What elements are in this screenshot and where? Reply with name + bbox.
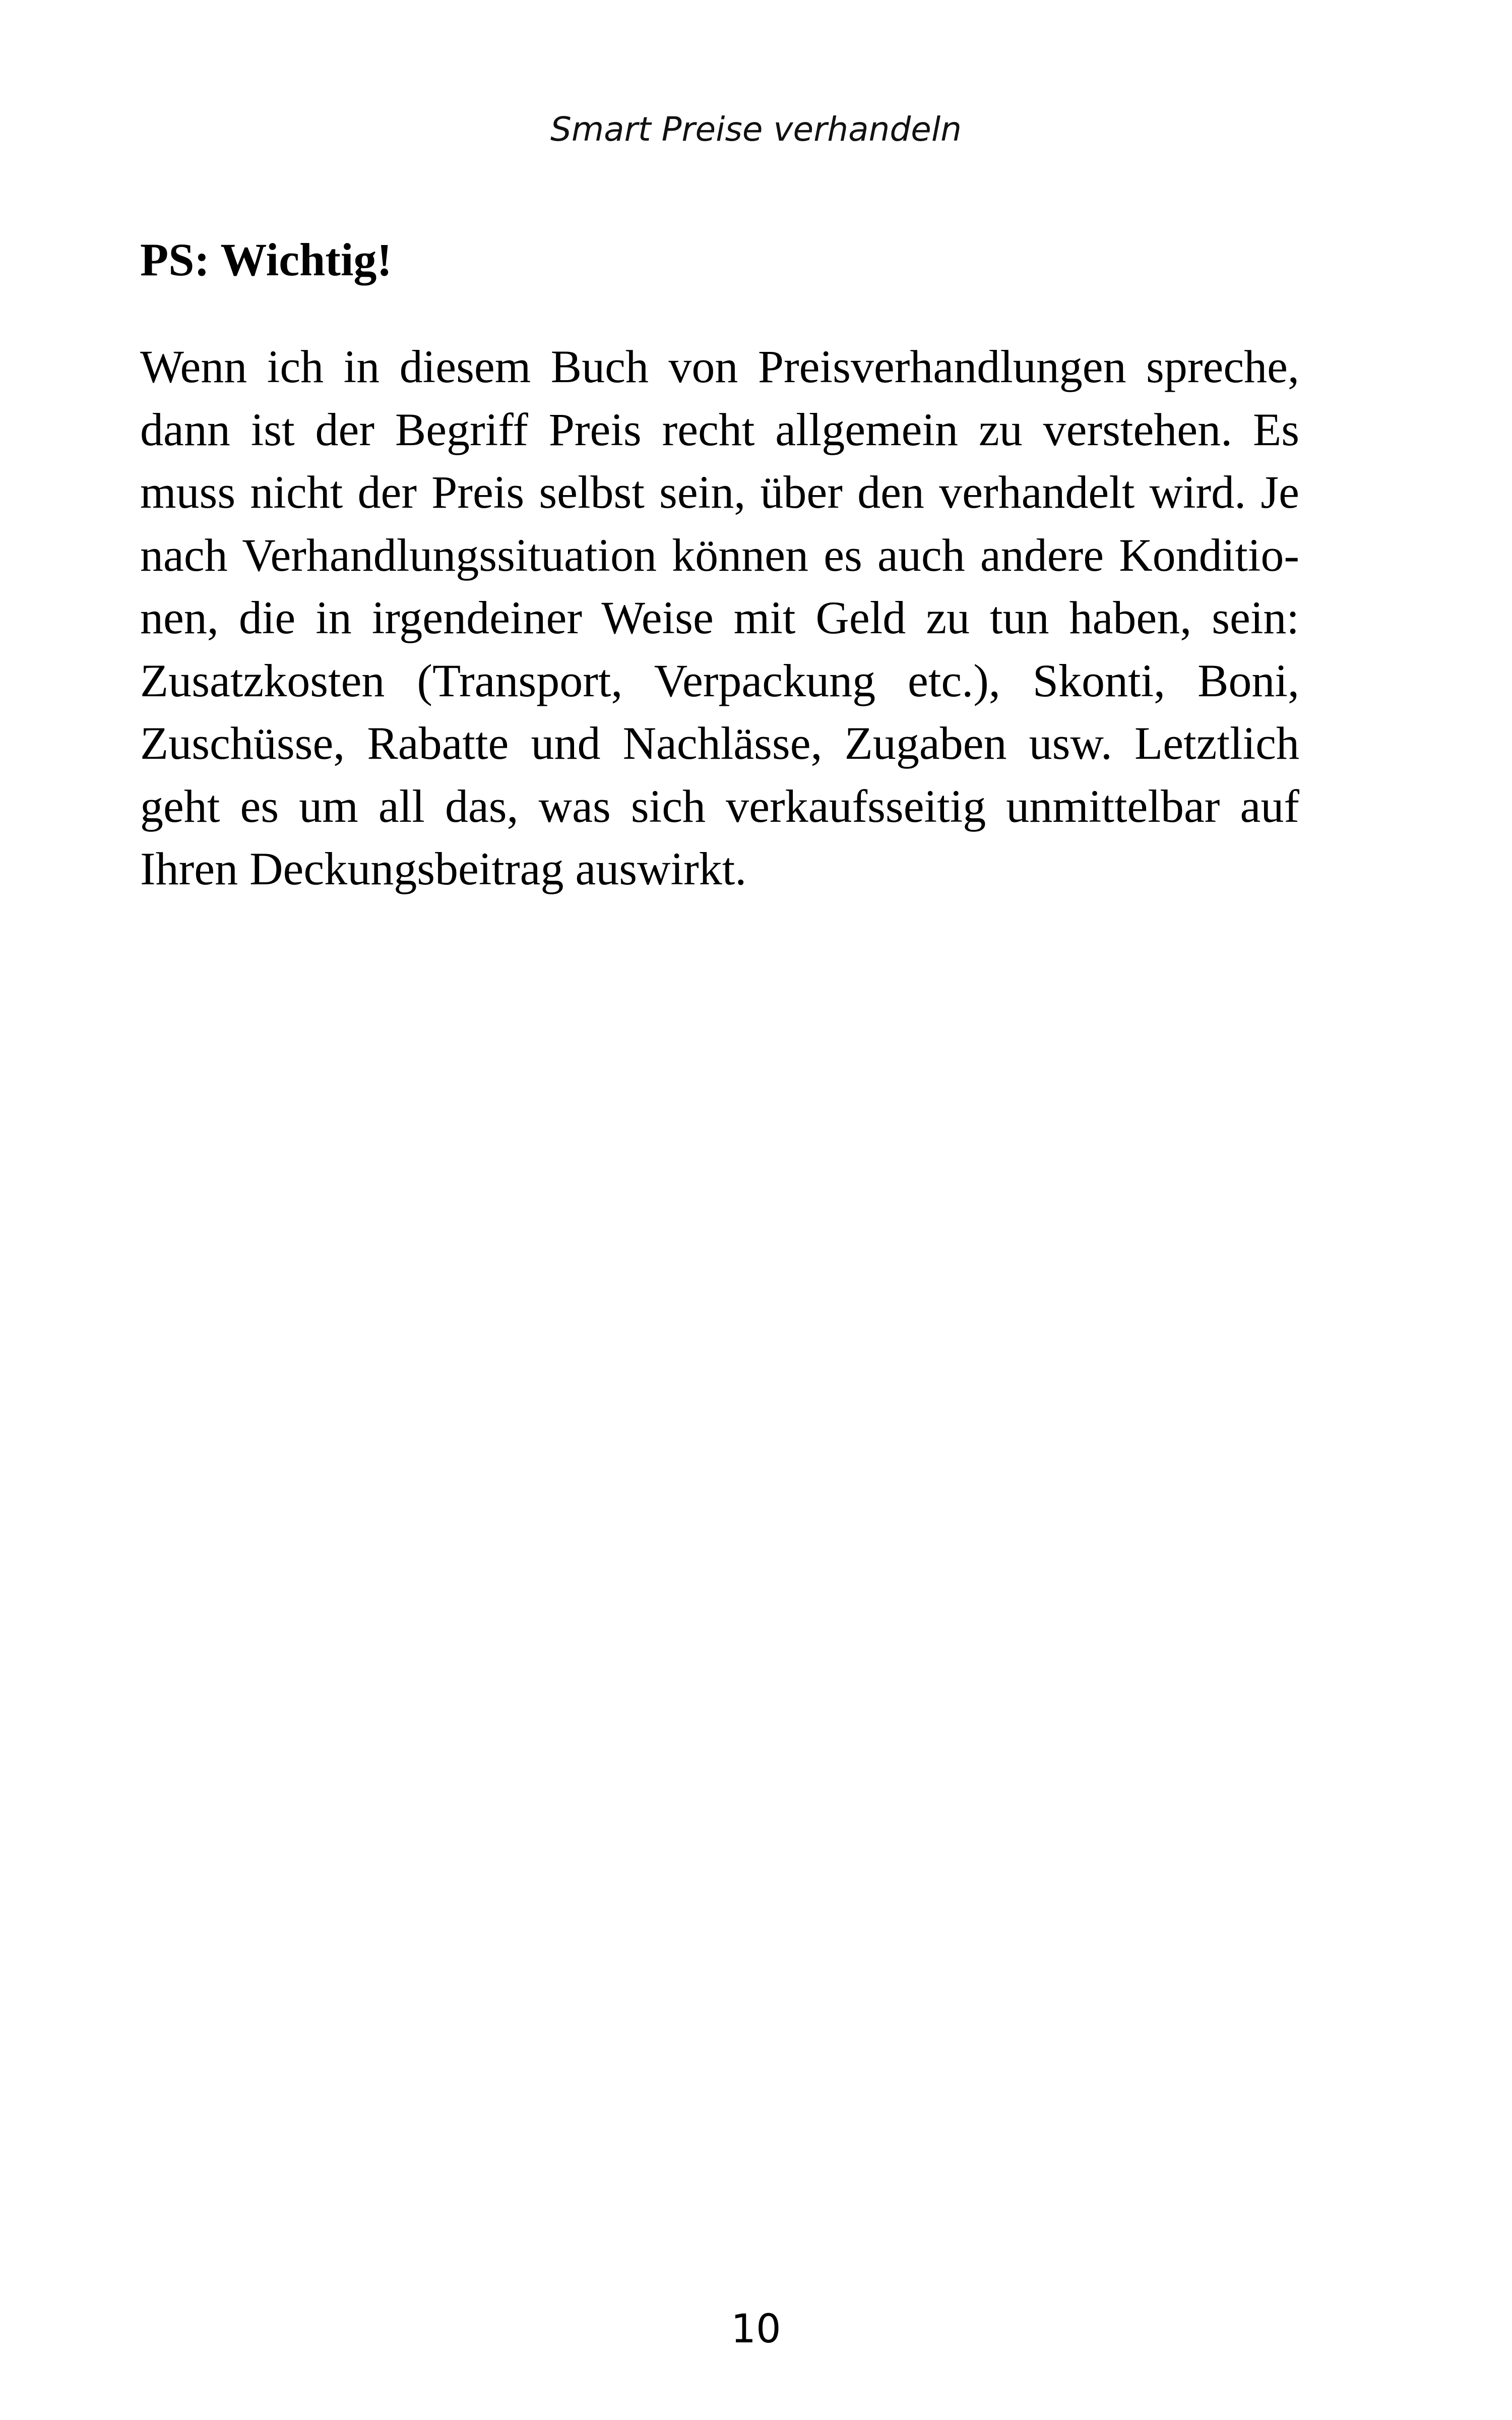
paragraph-line: nach Verhandlungssituation können es auch andere Konditio- bbox=[140, 529, 1299, 581]
paragraph-line: Zuschüsse, Rabatte und Nachlässe, Zugaben usw. Letztlich bbox=[140, 717, 1299, 769]
paragraph-line: geht es um all das, was sich verkaufsseitig unmittelbar auf bbox=[140, 780, 1299, 832]
paragraph-line: dann ist der Begriff Preis recht allgemein zu verstehen. Es bbox=[140, 403, 1299, 455]
paragraph-line: nen, die in irgendeiner Weise mit Geld zu tun haben, sein: bbox=[140, 592, 1299, 643]
section-heading: PS: Wichtig! bbox=[140, 234, 393, 285]
paragraph-line: Wenn ich in diesem Buch von Preisverhandlungen spreche, bbox=[140, 341, 1299, 392]
paragraph-line: Ihren Deckungsbeitrag auswirkt. bbox=[140, 843, 747, 894]
page-number: 10 bbox=[731, 2307, 781, 2352]
paragraph-line: muss nicht der Preis selbst sein, über den verhandelt wird. Je bbox=[140, 466, 1299, 518]
paragraph-line: Zusatzkosten (Transport, Verpackung etc.), Skonti, Boni, bbox=[140, 654, 1299, 706]
body-paragraph bbox=[140, 335, 1299, 900]
running-header: Smart Preise verhandeln bbox=[550, 110, 962, 149]
